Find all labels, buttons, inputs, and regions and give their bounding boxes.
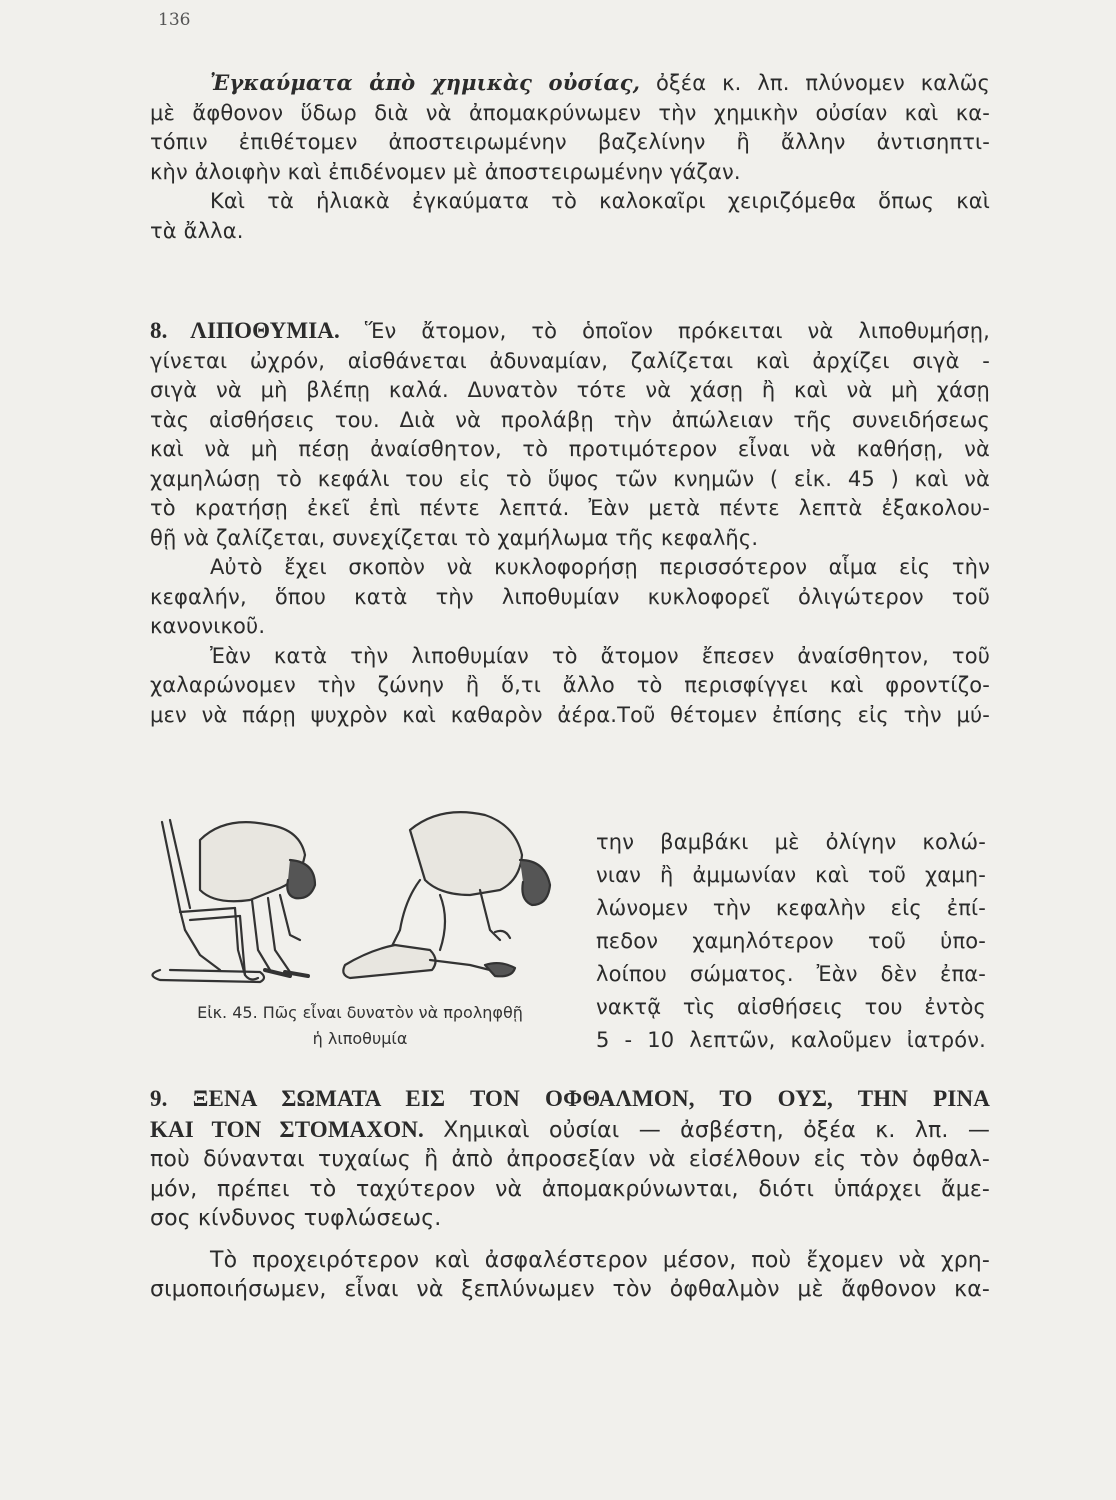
emphasis-lead: Ἐγκαύματα ἀπὸ χημικὰς οὐσίας, xyxy=(210,70,641,95)
kneeling-person-legs xyxy=(343,945,435,978)
paragraph-line: χαλαρώνομεν τὴν ζώνην ἢ ὅ,τι ἄλλο τὸ περισφίγγει καὶ φροντίζο- xyxy=(150,673,990,697)
paragraph-line: τὰς αἰσθήσεις του. Διὰ νὰ προλάβῃ τὴν ἀπώλειαν τῆς συνειδήσεως xyxy=(150,407,990,432)
paragraph-line: ΚΑΙ ΤΟΝ ΣΤΟΜΑΧΟΝ. Χημικαὶ οὐσίαι — ἀσβέστη, ὀξέα κ. λπ. — xyxy=(150,1116,990,1143)
paragraph-line: τόπιν ἐπιθέτομεν ἀποστειρωμένην βαζελίνην ἢ ἄλλην ἀντισηπτι- xyxy=(150,130,990,154)
paragraph-line: σιγὰ νὰ μὴ βλέπῃ καλά. Δυνατὸν τότε νὰ χάσῃ ἢ καὶ νὰ μὴ χάσῃ xyxy=(150,378,990,402)
paragraph-line: τὰ ἄλλα. xyxy=(150,218,244,243)
paragraph-line: θῇ νὰ ζαλίζεται, συνεχίζεται τὸ χαμήλωμα τῆς κεφαλῆς. xyxy=(150,525,759,550)
paragraph-line: μὲ ἄφθονον ὕδωρ διὰ νὰ ἀπομακρύνωμεν τὴν χημικὴν οὐσίαν καὶ κα- xyxy=(150,100,990,125)
paragraph-line: μεν νὰ πάρῃ ψυχρὸν καὶ καθαρὸν ἀέρα.Τοῦ θέτομεν ἐπίσης εἰς τὴν μύ- xyxy=(150,702,990,727)
side-text-column xyxy=(596,826,986,1057)
figure-caption-line-1: Εἰκ. 45. Πῶς εἶναι δυνατὸν νὰ προληφθῇ xyxy=(197,1003,523,1022)
paragraph-line: την βαμβάκι μὲ ὀλίγην κολώ- xyxy=(596,830,986,854)
paragraph-line: σος κίνδυνος τυφλώσεως. xyxy=(150,1206,442,1231)
paragraph-line: 8. ΛΙΠΟΘΥΜΙΑ. Ἕν ἄτομον, τὸ ὁποῖον πρόκειται νὰ λιποθυμήσῃ, xyxy=(150,318,990,343)
paragraph-line: νιαν ἢ ἀμμωνίαν καὶ τοῦ χαμη- xyxy=(596,863,986,887)
seated-person-head xyxy=(287,860,315,898)
section-heading: 9. ΞΕΝΑ ΣΩΜΑΤΑ ΕΙΣ ΤΟΝ ΟΦΘΑΛΜΟΝ, ΤΟ ΟΥΣ, ΤΗΝ ΡΙΝΑ xyxy=(150,1086,990,1111)
paragraph-line: Καὶ τὰ ἡλιακὰ ἐγκαύματα τὸ καλοκαῖρι χειριζόμεθα ὅπως καὶ xyxy=(210,189,990,213)
section-heading: 8. ΛΙΠΟΘΥΜΙΑ. xyxy=(150,318,340,343)
page-number: 136 xyxy=(158,10,191,30)
section-8 xyxy=(150,316,990,730)
paragraph-line: κανονικοῦ. xyxy=(150,614,266,638)
paragraph-line: κεφαλήν, ὅπου κατὰ τὴν λιποθυμίαν κυκλοφορεῖ ὀλιγώτερον τοῦ xyxy=(150,584,990,609)
fainting-prevention-drawing xyxy=(140,800,595,1015)
section-heading-cont: ΚΑΙ ΤΟΝ ΣΤΟΜΑΧΟΝ. xyxy=(150,1116,424,1142)
paragraph-line: λοίπου σώματος. Ἐὰν δὲν ἐπα- xyxy=(596,962,986,986)
paragraph-line: Ἐγκαύματα ἀπὸ χημικὰς οὐσίας, ὀξέα κ. λπ. πλύνομεν καλῶς xyxy=(210,70,990,95)
kneeling-person-back xyxy=(410,812,522,895)
figure-45-illustration xyxy=(140,800,595,1015)
paragraph-line: σιμοποιήσωμεν, εἶναι νὰ ξεπλύνωμεν τὸν ὀφθαλμὸν μὲ ἄφθονον κα- xyxy=(150,1277,990,1302)
paragraph-line: γίνεται ὠχρόν, αἰσθάνεται ἀδυναμίαν, ζαλίζεται καὶ ἀρχίζει σιγὰ - xyxy=(150,348,990,373)
kneeling-person-shoe xyxy=(485,963,515,976)
paragraph-line: πεδον χαμηλότερον τοῦ ὑπο- xyxy=(596,929,986,953)
paragraph-line: κὴν ἀλοιφὴν καὶ ἐπιδένομεν μὲ ἀποστειρωμένην γάζαν. xyxy=(150,159,741,184)
paragraph-line: Ἐὰν κατὰ τὴν λιποθυμίαν τὸ ἄτομον ἔπεσεν ἀναίσθητον, τοῦ xyxy=(210,643,990,668)
paragraph-line: 5 - 10 λεπτῶν, καλοῦμεν ἰατρόν. xyxy=(596,1028,986,1052)
paragraph-line: μόν, πρέπει τὸ ταχύτερον νὰ ἀπομακρύνωνται, διότι ὑπάρχει ἄμε- xyxy=(150,1176,990,1202)
figure-caption-line-2: ἡ λιποθυμία xyxy=(312,1029,408,1048)
paragraph-line: ποὺ δύνανται τυχαίως ἢ ἀπὸ ἀπροσεξίαν νὰ εἰσέλθουν εἰς τὸν ὀφθαλ- xyxy=(150,1147,990,1172)
text-block-top xyxy=(150,68,990,246)
paragraph-line: λώνομεν τὴν κεφαλὴν εἰς ἐπί- xyxy=(596,896,986,920)
paragraph-line: νακτᾷ τὶς αἰσθήσεις του ἐντὸς xyxy=(596,995,986,1019)
figure-caption xyxy=(150,1000,570,1052)
paragraph-line: τὸ κρατήσῃ ἐκεῖ ἐπὶ πέντε λεπτά. Ἐὰν μετὰ πέντε λεπτὰ ἐξακολου- xyxy=(150,496,990,520)
paragraph-line: χαμηλώσῃ τὸ κεφάλι του εἰς τὸ ὕψος τῶν κνημῶν ( εἰκ. 45 ) καὶ νὰ xyxy=(150,466,990,491)
kneeling-person-head xyxy=(520,860,550,905)
section-9 xyxy=(150,1084,990,1305)
paragraph-line: καὶ νὰ μὴ πέσῃ ἀναίσθητον, τὸ προτιμότερον εἶναι νὰ καθήσῃ, νὰ xyxy=(150,437,990,461)
paragraph-line: Τὸ προχειρότερον καὶ ἀσφαλέστερον μέσον, ποὺ ἔχομεν νὰ χρη- xyxy=(210,1247,990,1273)
paragraph-line: Αὐτὸ ἔχει σκοπὸν νὰ κυκλοφορήσῃ περισσότερον αἷμα εἰς τὴν xyxy=(210,555,990,579)
